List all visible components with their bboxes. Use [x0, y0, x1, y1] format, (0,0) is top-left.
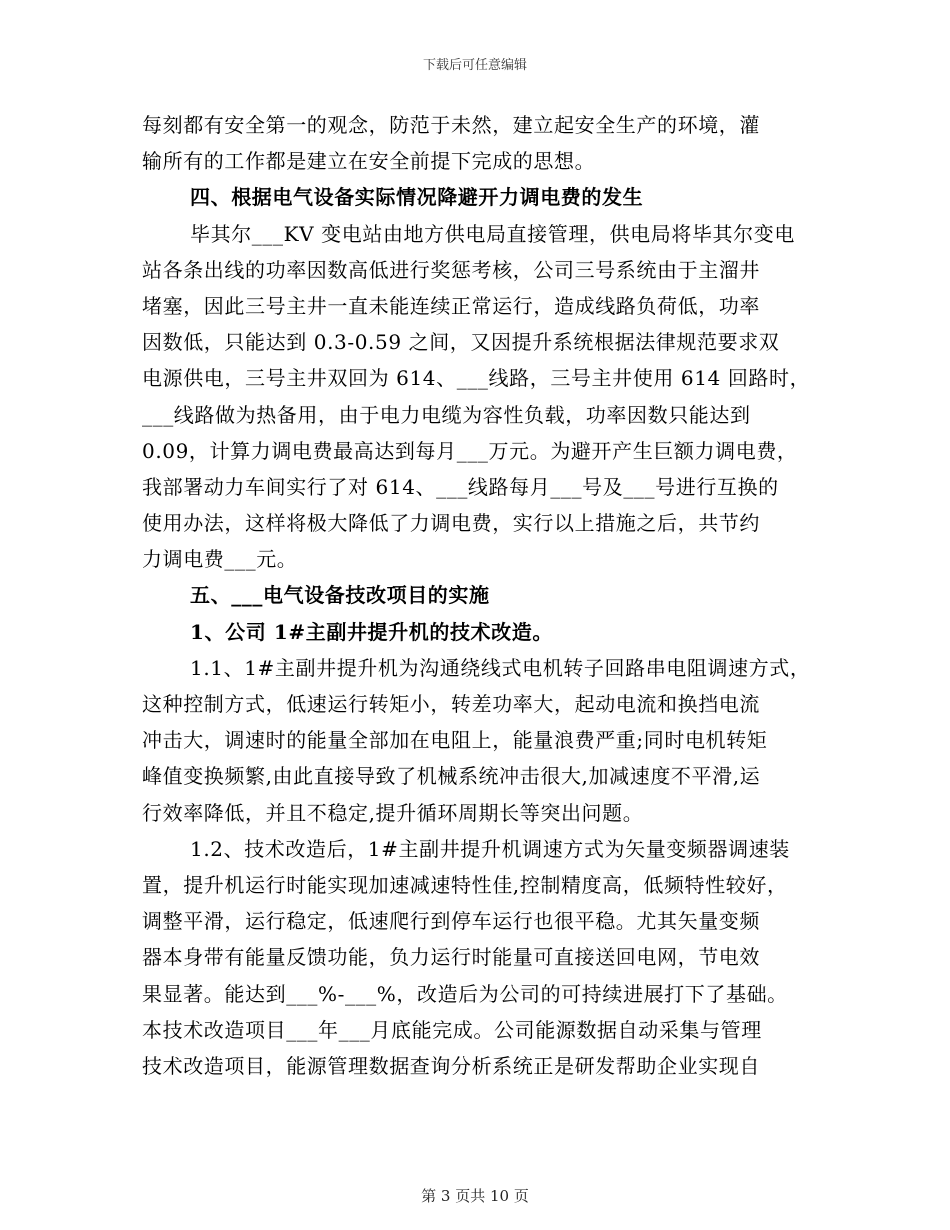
- paragraph-line: 0.09，计算力调电费最高达到每月___万元。为避开产生巨额力调电费，: [142, 438, 798, 463]
- paragraph-line: 技术改造项目，能源管理数据查询分析系统正是研发帮助企业实现自: [142, 1053, 760, 1078]
- page-footer: 第 3 页共 10 页: [421, 1187, 529, 1205]
- section-heading: 四、根据电气设备实际情况降避开力调电费的发生: [190, 185, 644, 210]
- paragraph-line: 站各条出线的功率因数高低进行奖惩考核，公司三号系统由于主溜井: [142, 257, 760, 282]
- paragraph-line: 调整平滑，运行稳定，低速爬行到停车运行也很平稳。尤其矢量变频: [142, 909, 760, 934]
- page-header: 下载后可任意编辑: [422, 58, 527, 73]
- paragraph-line: 输所有的工作都是建立在安全前提下完成的思想。: [142, 149, 596, 174]
- paragraph-line: 使用办法，这样将极大降低了力调电费，实行以上措施之后，共节约: [142, 511, 760, 536]
- paragraph-line: 力调电费___元。: [142, 547, 298, 572]
- paragraph-line: 因数低，只能达到 0.3-0.59 之间，又因提升系统根据法律规范要求双: [142, 330, 780, 355]
- paragraph-line: 行效率降低，并且不稳定,提升循环周期长等突出问题。: [142, 800, 644, 825]
- document-body: [142, 107, 812, 1084]
- paragraph-line: 1.2、技术改造后，1#主副井提升机调速方式为矢量变频器调速装: [190, 836, 790, 861]
- paragraph-line: 冲击大，调速时的能量全部加在电阻上，能量浪费严重;同时电机转矩: [142, 728, 768, 753]
- paragraph-line: 我部署动力车间实行了对 614、___线路每月___号及___号进行互换的: [142, 474, 779, 499]
- paragraph-line: 电源供电，三号主井双回为 614、___线路，三号主井使用 614 回路时，: [142, 366, 811, 391]
- paragraph-line: 1.1、1#主副井提升机为沟通绕线式电机转子回路串电阻调速方式，: [190, 655, 811, 680]
- paragraph-line: 器本身带有能量反馈功能，负力运行时能量可直接送回电网，节电效: [142, 945, 760, 970]
- paragraph-line: ___线路做为热备用，由于电力电缆为容性负载，功率因数只能达到: [142, 402, 751, 427]
- paragraph-line: 每刻都有安全第一的观念，防范于未然，建立起安全生产的环境，灌: [142, 113, 760, 137]
- section-heading: 1、公司 1#主副井提升机的技术改造。: [190, 619, 553, 644]
- paragraph-line: 峰值变换频繁,由此直接导致了机械系统冲击很大,加减速度不平滑,运: [142, 764, 761, 789]
- paragraph-line: 毕其尔___KV 变电站由地方供电局直接管理，供电局将毕其尔变电: [190, 221, 795, 246]
- paragraph-line: 本技术改造项目___年___月底能完成。公司能源数据自动采集与管理: [142, 1017, 762, 1042]
- paragraph-line: 果显著。能达到___%-___%，改造后为公司的可持续进展打下了基础。: [142, 981, 788, 1006]
- paragraph-line: 置，提升机运行时能实现加速减速特性佳,控制精度高，低频特性较好，: [142, 872, 788, 897]
- section-heading: 五、___电气设备技改项目的实施: [190, 583, 490, 608]
- paragraph-line: 堵塞，因此三号主井一直未能连续正常运行，造成线路负荷低，功率: [142, 293, 760, 318]
- paragraph-line: 这种控制方式，低速运行转矩小，转差功率大，起动电流和换挡电流: [142, 692, 760, 716]
